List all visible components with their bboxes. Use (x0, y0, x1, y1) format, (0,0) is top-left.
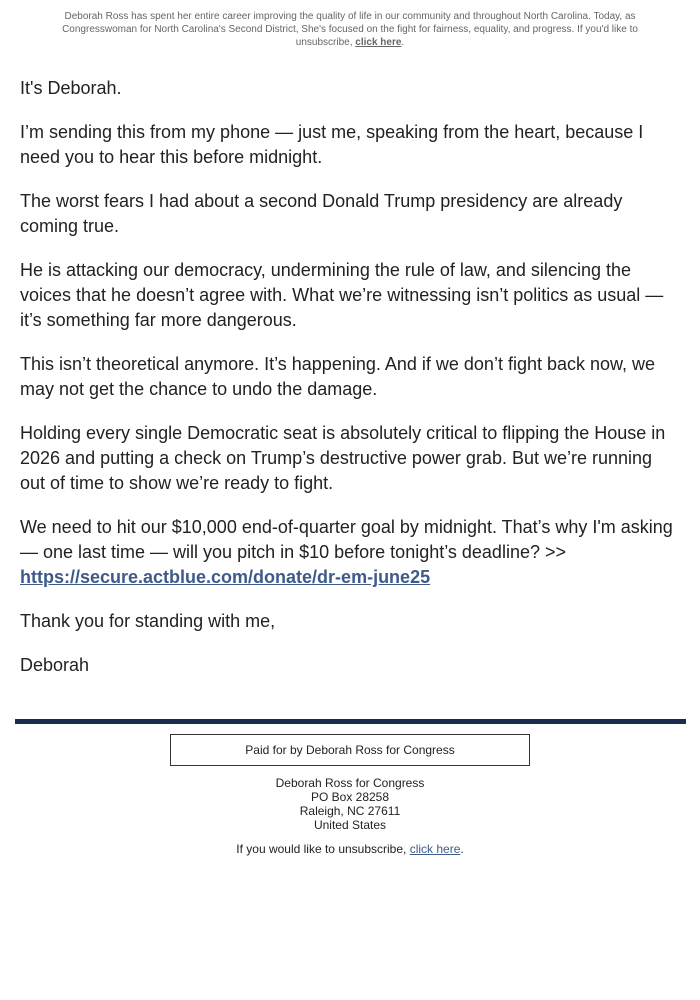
preheader-suffix: . (401, 37, 405, 48)
paragraph-1: I’m sending this from my phone — just me, speaking from the heart, because I need you to hear this before midnight. (20, 122, 644, 167)
address-line: Deborah Ross for Congress (275, 776, 425, 790)
preheader (50, 0, 650, 49)
paragraph-5: Holding every single Democratic seat is absolutely critical to flipping the House in 2026 and putting a check on Trump’s destructive power grab. But we’re running out of time to show we’re ready to fight. (20, 423, 666, 493)
paragraph-3: He is attacking our democracy, undermining the rule of law, and silencing the voices that he doesn’t agree with. What we’re witnessing isn’t politics as usual — it’s something far more dangerous. (20, 260, 664, 330)
preheader-unsubscribe-link[interactable]: click here (355, 37, 402, 48)
address-line: PO Box 28258 (310, 790, 390, 804)
unsubscribe-suffix: . (460, 842, 464, 856)
closing: Thank you for standing with me, (20, 611, 276, 631)
preheader-text: Deborah Ross has spent her entire career improving the quality of life in our community and throughout North Carolina. Today, as Congresswoman for North Carolina's Second District, She's focused on the fight for fairness, equality, and progress. If you'd like to unsubscribe, (62, 11, 638, 48)
address-line: Raleigh, NC 27611 (299, 804, 401, 818)
unsubscribe-text: If you would like to unsubscribe, (236, 842, 407, 856)
signature: Deborah (20, 655, 90, 675)
paragraph-4: This isn’t theoretical anymore. It’s happening. And if we don’t fight back now, we may not get the chance to undo the damage. (20, 354, 656, 399)
donate-link[interactable]: https://secure.actblue.com/donate/dr-em-june25 (20, 567, 431, 587)
paid-for-disclaimer: Paid for by Deborah Ross for Congress (170, 734, 530, 766)
paragraph-2: The worst fears I had about a second Donald Trump presidency are already coming true. (20, 191, 623, 236)
greeting: It's Deborah. (20, 78, 122, 98)
footer-divider (15, 719, 686, 724)
mailing-address (0, 776, 700, 832)
unsubscribe-link[interactable]: click here (409, 842, 461, 856)
email-body (0, 76, 700, 678)
address-line: United States (313, 818, 387, 832)
paragraph-6-text: We need to hit our $10,000 end-of-quarter goal by midnight. That’s why I'm asking — one last time — will you pitch in $10 before tonight’s deadline? >> (20, 517, 673, 562)
paragraph-6 (20, 515, 680, 590)
footer-unsubscribe (0, 842, 700, 856)
